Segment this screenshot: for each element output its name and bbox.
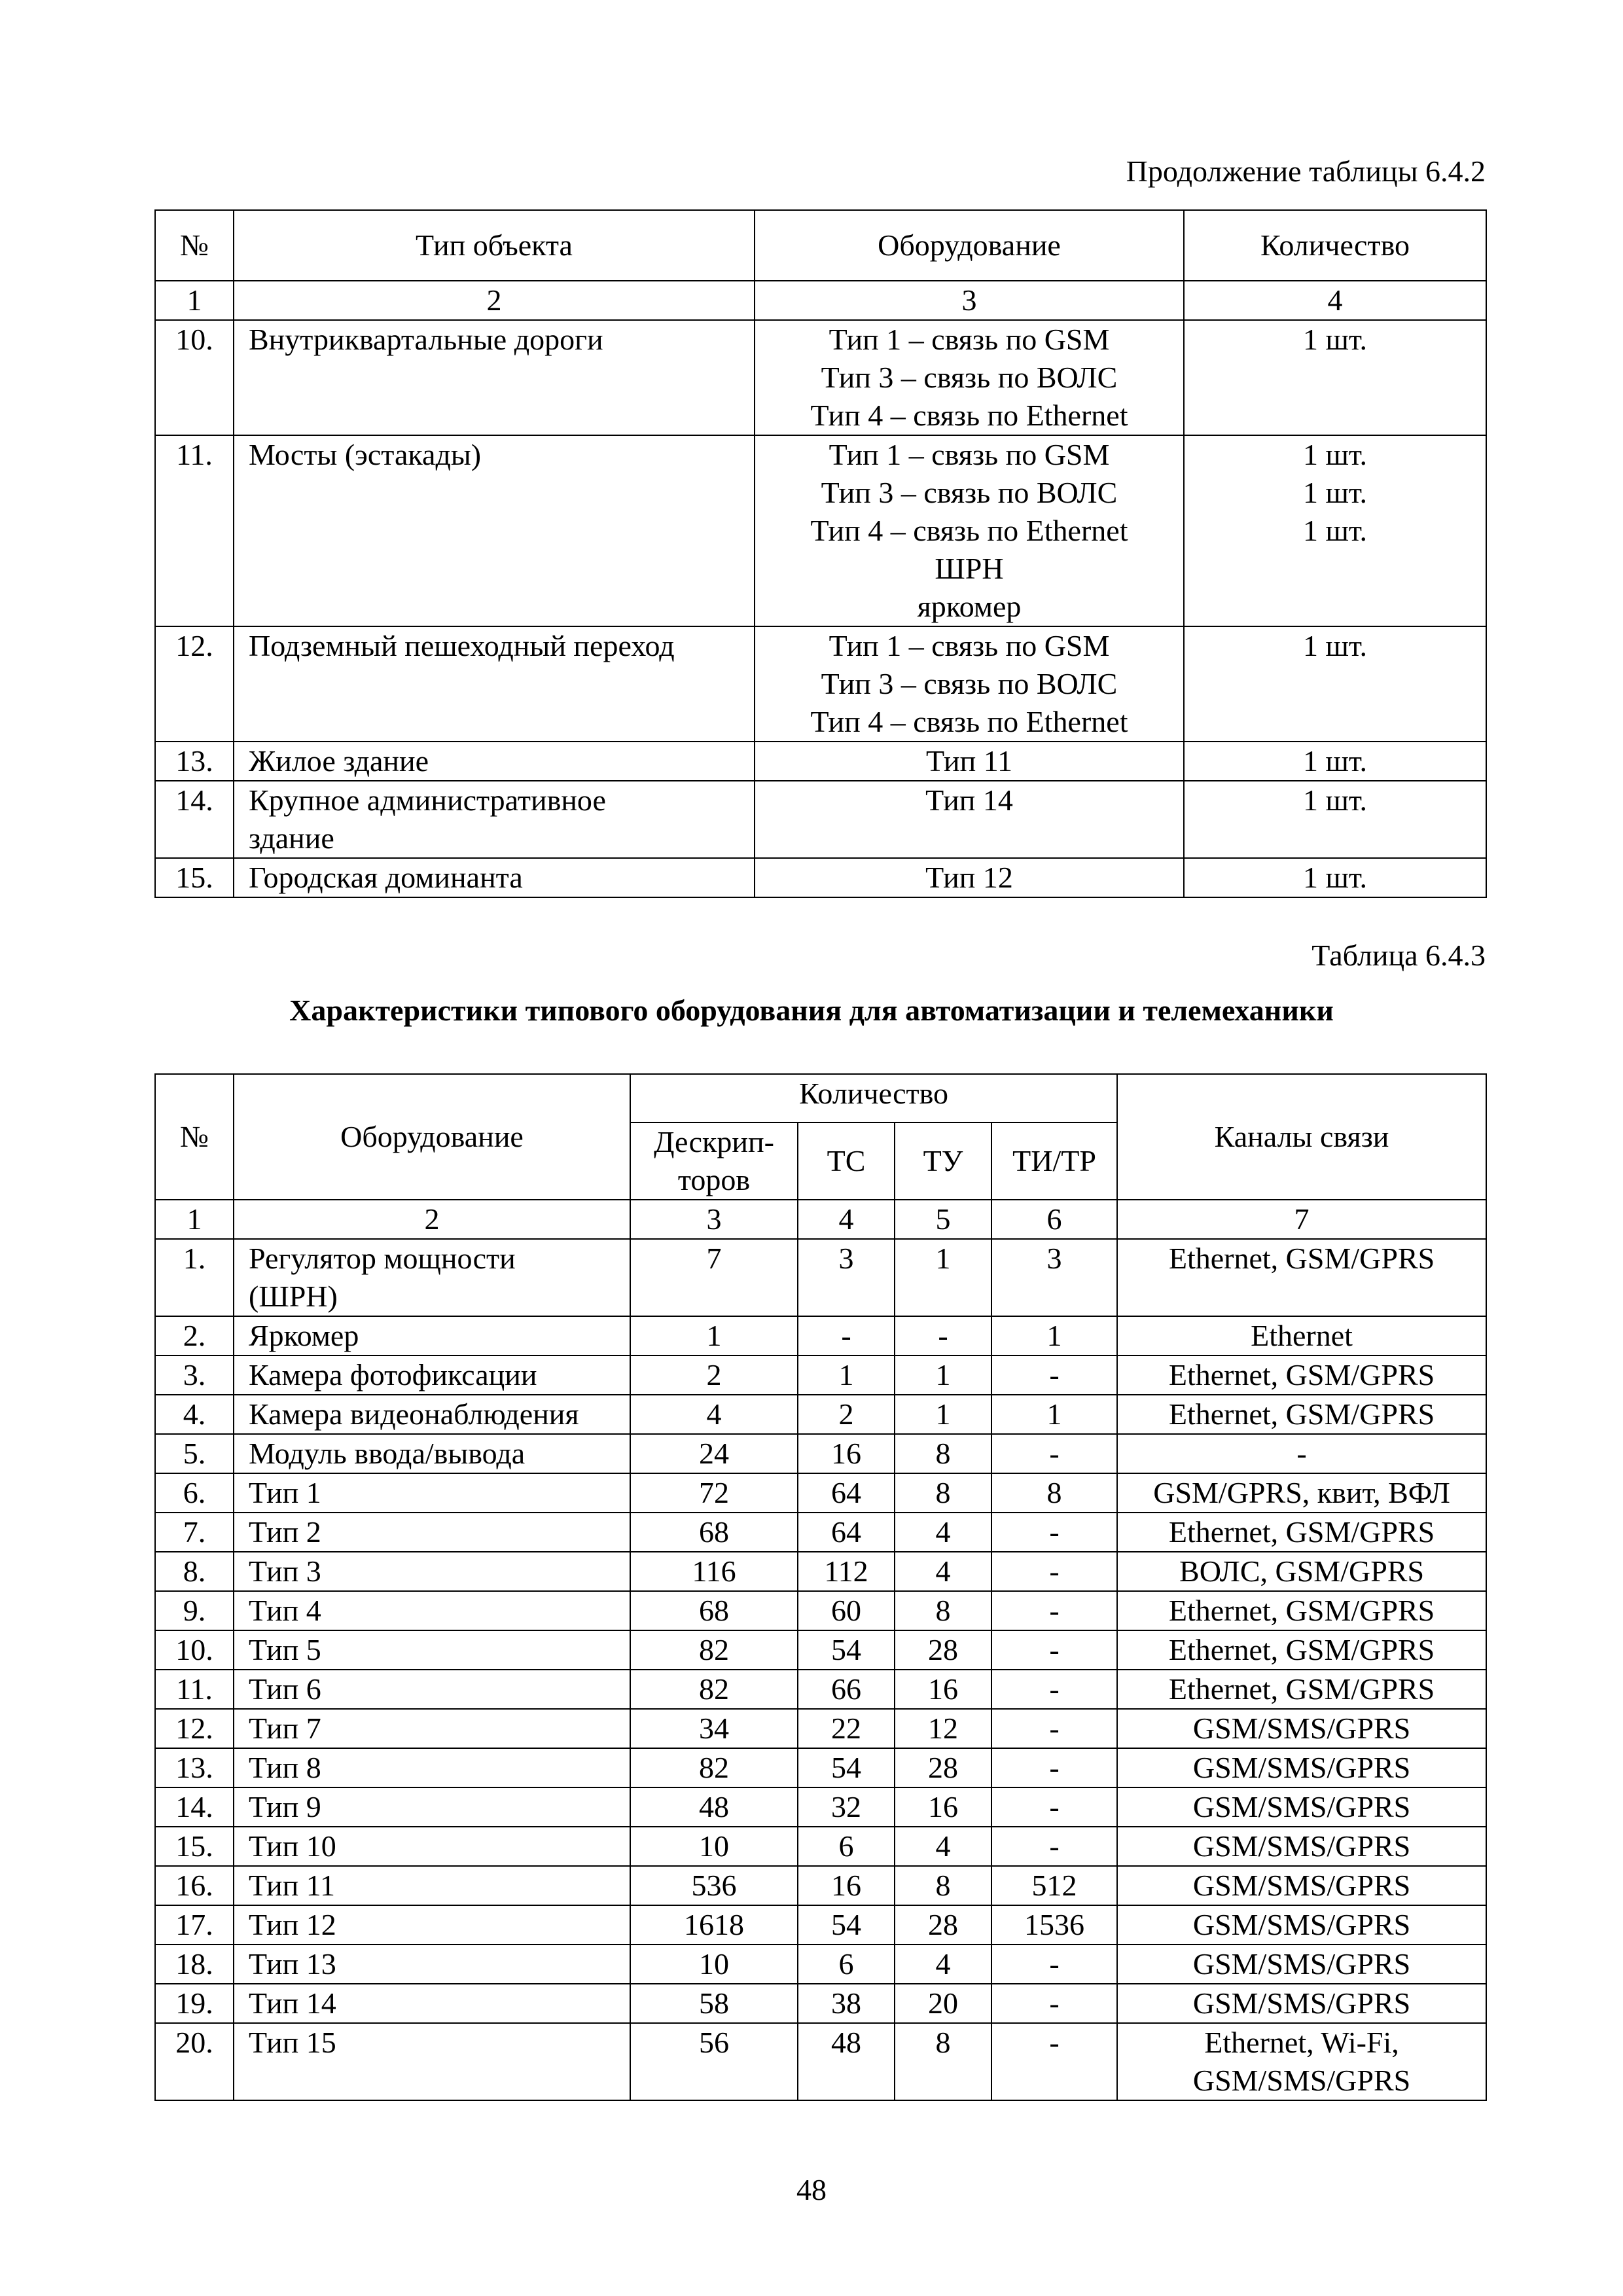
descriptors-cell: 116 [630, 1552, 798, 1591]
ti-tr-cell: - [991, 1748, 1117, 1787]
table1-header-num: № [155, 210, 234, 281]
channels-cell [1117, 1905, 1486, 1945]
cell-line: Мосты (эстакады) [249, 438, 482, 471]
ts-cell: 64 [798, 1473, 895, 1513]
table-row [155, 1395, 1486, 1434]
equipment-cell [234, 1513, 630, 1552]
table-row [155, 1239, 1486, 1316]
table2-col-number: 5 [895, 1200, 991, 1239]
ts-cell: - [798, 1316, 895, 1355]
cell-line: Тип 8 [249, 1751, 321, 1784]
cell-line: Ethernet, GSM/GPRS [1168, 1242, 1435, 1275]
ti-tr-cell: - [991, 1670, 1117, 1709]
table2-title: Характеристики типового оборудования для автоматизации и телемеханики [289, 994, 1334, 1027]
continuation-caption: Продолжение таблицы 6.4.2 [1126, 154, 1486, 188]
cell-line: Модуль ввода/вывода [249, 1437, 526, 1470]
cell-line: GSM/SMS/GPRS [1192, 1986, 1411, 2020]
equipment-cell [234, 1355, 630, 1395]
table-row [155, 1787, 1486, 1827]
descriptors-line: торов [677, 1163, 751, 1196]
row-number: 10. [155, 320, 234, 435]
object-type-cell [234, 858, 755, 897]
channels-cell [1117, 1787, 1486, 1827]
table2-header-tu: ТУ [895, 1122, 991, 1200]
equipment-cell [234, 1591, 630, 1630]
table2-col-number: 2 [234, 1200, 630, 1239]
descriptors-cell: 82 [630, 1630, 798, 1670]
cell-line: Тип 9 [249, 1790, 321, 1823]
equipment-cell [234, 1709, 630, 1748]
ti-tr-cell: - [991, 1827, 1117, 1866]
channels-cell [1117, 1513, 1486, 1552]
cell-line: Жилое здание [249, 744, 429, 778]
ts-cell: 48 [798, 2023, 895, 2100]
cell-line: - [1296, 1437, 1307, 1470]
equipment-cell [234, 1395, 630, 1434]
descriptors-cell: 7 [630, 1239, 798, 1316]
row-number: 15. [155, 1827, 234, 1866]
object-type-cell [234, 626, 755, 742]
cell-line: ВОЛС, GSM/GPRS [1179, 1554, 1425, 1588]
object-type-cell [234, 742, 755, 781]
tu-cell: 4 [895, 1513, 991, 1552]
tu-cell: 8 [895, 1473, 991, 1513]
tu-cell: 8 [895, 2023, 991, 2100]
tu-cell: - [895, 1316, 991, 1355]
cell-line: Тип 3 [249, 1554, 321, 1588]
table2-col-number: 1 [155, 1200, 234, 1239]
ti-tr-cell: - [991, 1630, 1117, 1670]
descriptors-cell: 58 [630, 1984, 798, 2023]
ti-tr-cell: 1536 [991, 1905, 1117, 1945]
descriptors-cell: 72 [630, 1473, 798, 1513]
tu-cell: 28 [895, 1630, 991, 1670]
table2-header-descriptors [630, 1122, 798, 1200]
cell-line: Тип 4 [249, 1594, 321, 1627]
descriptors-cell: 82 [630, 1670, 798, 1709]
table2-header-ti-tr: ТИ/ТР [991, 1122, 1117, 1200]
cell-line: Тип 12 [249, 1908, 336, 1941]
row-number: 14. [155, 781, 234, 858]
channels-cell [1117, 1945, 1486, 1984]
equipment-cell [234, 1748, 630, 1787]
row-number: 12. [155, 1709, 234, 1748]
cell-line: Тип 4 – связь по Ethernet [810, 514, 1128, 547]
cell-line: Тип 6 [249, 1672, 321, 1706]
cell-line: (ШРН) [249, 1280, 338, 1313]
table2-header-channels: Каналы связи [1117, 1074, 1486, 1200]
table1-col-number-row [155, 281, 1486, 320]
equipment-cell [755, 320, 1184, 435]
cell-line: GSM/SMS/GPRS [1192, 1869, 1411, 1902]
table-row [155, 1630, 1486, 1670]
cell-line: GSM/SMS/GPRS [1192, 1829, 1411, 1863]
cell-line: Ethernet, GSM/GPRS [1168, 1358, 1435, 1391]
ts-cell: 54 [798, 1630, 895, 1670]
cell-line: 1 шт. [1302, 783, 1368, 817]
channels-cell [1117, 1473, 1486, 1513]
ti-tr-cell: - [991, 1709, 1117, 1748]
cell-line: Ethernet, GSM/GPRS [1168, 1515, 1435, 1549]
quantity-cell [1184, 742, 1486, 781]
ts-cell: 54 [798, 1905, 895, 1945]
ts-cell: 2 [798, 1395, 895, 1434]
cell-line: Тип 1 – связь по GSM [829, 438, 1110, 471]
descriptors-cell: 2 [630, 1355, 798, 1395]
row-number: 13. [155, 742, 234, 781]
quantity-cell [1184, 626, 1486, 742]
table-row [155, 1670, 1486, 1709]
table1-col-number: 1 [155, 281, 234, 320]
ts-cell: 112 [798, 1552, 895, 1591]
table-row [155, 1473, 1486, 1513]
cell-line: GSM/SMS/GPRS [1192, 1751, 1411, 1784]
table-row [155, 1434, 1486, 1473]
table1-header-row [155, 210, 1486, 281]
row-number: 14. [155, 1787, 234, 1827]
tu-cell: 1 [895, 1395, 991, 1434]
cell-line: Тип 4 – связь по Ethernet [810, 705, 1128, 738]
ts-cell: 16 [798, 1866, 895, 1905]
table-row [155, 742, 1486, 781]
cell-line: Тип 11 [926, 744, 1012, 778]
cell-line: Яркомер [249, 1319, 359, 1352]
cell-line: 1 шт. [1302, 514, 1368, 547]
row-number: 16. [155, 1866, 234, 1905]
ti-tr-cell: - [991, 1434, 1117, 1473]
channels-cell [1117, 1866, 1486, 1905]
row-number: 19. [155, 1984, 234, 2023]
table2-header-row [155, 1074, 1486, 1122]
tu-cell: 28 [895, 1748, 991, 1787]
table-row [155, 1513, 1486, 1552]
channels-cell [1117, 1395, 1486, 1434]
ts-cell: 66 [798, 1670, 895, 1709]
ts-cell: 1 [798, 1355, 895, 1395]
cell-line: Тип 4 – связь по Ethernet [810, 399, 1128, 432]
equipment-cell [234, 1552, 630, 1591]
cell-line: яркомер [917, 590, 1022, 623]
equipment-characteristics-table [154, 1073, 1487, 2101]
table-row [155, 1552, 1486, 1591]
cell-line: Внутриквартальные дороги [249, 323, 603, 356]
row-number: 6. [155, 1473, 234, 1513]
table-row [155, 320, 1486, 435]
row-number: 18. [155, 1945, 234, 1984]
ts-cell: 16 [798, 1434, 895, 1473]
ts-cell: 32 [798, 1787, 895, 1827]
cell-line: 1 шт. [1302, 744, 1368, 778]
tu-cell: 4 [895, 1827, 991, 1866]
table-row [155, 1827, 1486, 1866]
cell-line: Тип 1 – связь по GSM [829, 323, 1110, 356]
cell-line: ШРН [935, 552, 1004, 585]
descriptors-cell: 68 [630, 1513, 798, 1552]
table-row [155, 1984, 1486, 2023]
equipment-cell [234, 1630, 630, 1670]
tu-cell: 8 [895, 1434, 991, 1473]
ti-tr-cell: - [991, 1513, 1117, 1552]
cell-line: Регулятор мощности [249, 1242, 516, 1275]
quantity-cell [1184, 781, 1486, 858]
table2-header-equipment: Оборудование [234, 1074, 630, 1200]
channels-cell [1117, 1670, 1486, 1709]
row-number: 5. [155, 1434, 234, 1473]
cell-line: Тип 14 [249, 1986, 336, 2020]
equipment-cell [234, 2023, 630, 2100]
cell-line: GSM/SMS/GPRS [1192, 2064, 1411, 2097]
cell-line: Тип 7 [249, 1712, 321, 1745]
ti-tr-cell: 3 [991, 1239, 1117, 1316]
descriptors-cell: 48 [630, 1787, 798, 1827]
table-row [155, 1748, 1486, 1787]
object-type-cell [234, 435, 755, 626]
equipment-cell [755, 858, 1184, 897]
ts-cell: 6 [798, 1945, 895, 1984]
row-number: 4. [155, 1395, 234, 1434]
equipment-cell [234, 1984, 630, 2023]
channels-cell [1117, 1434, 1486, 1473]
equipment-cell [234, 1905, 630, 1945]
descriptors-cell: 10 [630, 1827, 798, 1866]
row-number: 11. [155, 435, 234, 626]
cell-line: Тип 2 [249, 1515, 321, 1549]
row-number: 1. [155, 1239, 234, 1316]
table1-col-number: 4 [1184, 281, 1486, 320]
table-row [155, 1945, 1486, 1984]
equipment-cell [234, 1670, 630, 1709]
cell-line: Камера видеонаблюдения [249, 1397, 579, 1431]
channels-cell [1117, 2023, 1486, 2100]
table-row [155, 626, 1486, 742]
equipment-cell [234, 1239, 630, 1316]
channels-cell [1117, 1748, 1486, 1787]
ti-tr-cell: - [991, 1945, 1117, 1984]
table2-col-number-row [155, 1200, 1486, 1239]
cell-line: GSM/SMS/GPRS [1192, 1790, 1411, 1823]
cell-line: здание [249, 821, 334, 855]
row-number: 9. [155, 1591, 234, 1630]
table1-col-number: 2 [234, 281, 755, 320]
row-number: 20. [155, 2023, 234, 2100]
table1-header-equipment: Оборудование [755, 210, 1184, 281]
row-number: 11. [155, 1670, 234, 1709]
tu-cell: 16 [895, 1787, 991, 1827]
table-row [155, 781, 1486, 858]
table-row [155, 1591, 1486, 1630]
descriptors-cell: 34 [630, 1709, 798, 1748]
row-number: 12. [155, 626, 234, 742]
equipment-cell [234, 1945, 630, 1984]
cell-line: Ethernet, Wi-Fi, [1204, 2026, 1399, 2059]
channels-cell [1117, 1827, 1486, 1866]
tu-cell: 20 [895, 1984, 991, 2023]
tu-cell: 28 [895, 1905, 991, 1945]
descriptors-cell: 56 [630, 2023, 798, 2100]
cell-line: Камера фотофиксации [249, 1358, 537, 1391]
channels-cell [1117, 1552, 1486, 1591]
cell-line: Ethernet, GSM/GPRS [1168, 1633, 1435, 1666]
table2-header-num: № [155, 1074, 234, 1200]
cell-line: Ethernet [1251, 1319, 1353, 1352]
cell-line: Тип 15 [249, 2026, 336, 2059]
cell-line: Тип 1 – связь по GSM [829, 629, 1110, 662]
cell-line: Тип 13 [249, 1947, 336, 1981]
ts-cell: 22 [798, 1709, 895, 1748]
table2-header-ts: ТС [798, 1122, 895, 1200]
cell-line: GSM/SMS/GPRS [1192, 1908, 1411, 1941]
descriptors-cell: 24 [630, 1434, 798, 1473]
cell-line: Тип 5 [249, 1633, 321, 1666]
tu-cell: 16 [895, 1670, 991, 1709]
descriptors-cell: 4 [630, 1395, 798, 1434]
channels-cell [1117, 1591, 1486, 1630]
cell-line: Подземный пешеходный переход [249, 629, 675, 662]
ts-cell: 64 [798, 1513, 895, 1552]
equipment-cell [234, 1866, 630, 1905]
tu-cell: 12 [895, 1709, 991, 1748]
tu-cell: 1 [895, 1239, 991, 1316]
cell-line: Крупное административное [249, 783, 606, 817]
quantity-cell [1184, 435, 1486, 626]
equipment-cell [234, 1827, 630, 1866]
cell-line: 1 шт. [1302, 476, 1368, 509]
equipment-cell [234, 1434, 630, 1473]
descriptors-line: Дескрип- [654, 1125, 774, 1158]
row-number: 17. [155, 1905, 234, 1945]
tu-cell: 8 [895, 1591, 991, 1630]
ti-tr-cell: 1 [991, 1395, 1117, 1434]
tu-cell: 4 [895, 1945, 991, 1984]
ti-tr-cell: 8 [991, 1473, 1117, 1513]
channels-cell [1117, 1630, 1486, 1670]
quantity-cell [1184, 858, 1486, 897]
ts-cell: 60 [798, 1591, 895, 1630]
ti-tr-cell: - [991, 1984, 1117, 2023]
cell-line: Городская доминанта [249, 861, 523, 894]
cell-line: Ethernet, GSM/GPRS [1168, 1397, 1435, 1431]
table1-header-quantity: Количество [1184, 210, 1486, 281]
ti-tr-cell: - [991, 1552, 1117, 1591]
table-row [155, 1866, 1486, 1905]
table-row [155, 2023, 1486, 2100]
row-number: 13. [155, 1748, 234, 1787]
cell-line: GSM/SMS/GPRS [1192, 1712, 1411, 1745]
row-number: 7. [155, 1513, 234, 1552]
descriptors-cell: 68 [630, 1591, 798, 1630]
ti-tr-cell: 512 [991, 1866, 1117, 1905]
table-row [155, 435, 1486, 626]
cell-line: Ethernet, GSM/GPRS [1168, 1672, 1435, 1706]
table2-caption: Таблица 6.4.3 [1311, 939, 1486, 972]
table-row [155, 1709, 1486, 1748]
channels-cell [1117, 1984, 1486, 2023]
cell-line: GSM/GPRS, квит, ВФЛ [1153, 1476, 1450, 1509]
equipment-cell [755, 781, 1184, 858]
equipment-cell [755, 742, 1184, 781]
row-number: 10. [155, 1630, 234, 1670]
descriptors-cell: 536 [630, 1866, 798, 1905]
cell-line: GSM/SMS/GPRS [1192, 1947, 1411, 1981]
ti-tr-cell: 1 [991, 1316, 1117, 1355]
cell-line: Тип 3 – связь по ВОЛС [821, 476, 1118, 509]
quantity-cell [1184, 320, 1486, 435]
ti-tr-cell: - [991, 1591, 1117, 1630]
ts-cell: 6 [798, 1827, 895, 1866]
row-number: 15. [155, 858, 234, 897]
cell-line: Тип 12 [925, 861, 1013, 894]
table2-col-number: 3 [630, 1200, 798, 1239]
equipment-cell [234, 1473, 630, 1513]
channels-cell [1117, 1709, 1486, 1748]
channels-cell [1117, 1239, 1486, 1316]
ti-tr-cell: - [991, 1787, 1117, 1827]
row-number: 2. [155, 1316, 234, 1355]
table-row [155, 1316, 1486, 1355]
channels-cell [1117, 1316, 1486, 1355]
row-number: 8. [155, 1552, 234, 1591]
row-number: 3. [155, 1355, 234, 1395]
table2-col-number: 7 [1117, 1200, 1486, 1239]
cell-line: Тип 3 – связь по ВОЛС [821, 667, 1118, 700]
table-row [155, 1355, 1486, 1395]
cell-line: Тип 3 – связь по ВОЛС [821, 361, 1118, 394]
ti-tr-cell: - [991, 1355, 1117, 1395]
equipment-cell [234, 1316, 630, 1355]
table2-col-number: 6 [991, 1200, 1117, 1239]
table2-col-number: 4 [798, 1200, 895, 1239]
page-number: 48 [796, 2173, 827, 2206]
cell-line: Ethernet, GSM/GPRS [1168, 1594, 1435, 1627]
tu-cell: 1 [895, 1355, 991, 1395]
object-type-cell [234, 781, 755, 858]
cell-line: Тип 11 [249, 1869, 335, 1902]
ti-tr-cell: - [991, 2023, 1117, 2100]
descriptors-cell: 10 [630, 1945, 798, 1984]
cell-line: Тип 1 [249, 1476, 321, 1509]
channels-cell [1117, 1355, 1486, 1395]
ts-cell: 38 [798, 1984, 895, 2023]
cell-line: Тип 14 [925, 783, 1013, 817]
equipment-cell [755, 626, 1184, 742]
table2-header-quantity: Количество [630, 1074, 1117, 1122]
ts-cell: 54 [798, 1748, 895, 1787]
ts-cell: 3 [798, 1239, 895, 1316]
descriptors-cell: 1 [630, 1316, 798, 1355]
table-row [155, 858, 1486, 897]
table1-col-number: 3 [755, 281, 1184, 320]
object-type-cell [234, 320, 755, 435]
descriptors-cell: 82 [630, 1748, 798, 1787]
cell-line: 1 шт. [1302, 861, 1368, 894]
tu-cell: 8 [895, 1866, 991, 1905]
cell-line: 1 шт. [1302, 438, 1368, 471]
equipment-cell [755, 435, 1184, 626]
table-row [155, 1905, 1486, 1945]
equipment-cell [234, 1787, 630, 1827]
table1-header-object: Тип объекта [234, 210, 755, 281]
equipment-by-object-table [154, 209, 1487, 898]
cell-line: Тип 10 [249, 1829, 336, 1863]
cell-line: 1 шт. [1302, 323, 1368, 356]
tu-cell: 4 [895, 1552, 991, 1591]
cell-line: 1 шт. [1302, 629, 1368, 662]
descriptors-cell: 1618 [630, 1905, 798, 1945]
